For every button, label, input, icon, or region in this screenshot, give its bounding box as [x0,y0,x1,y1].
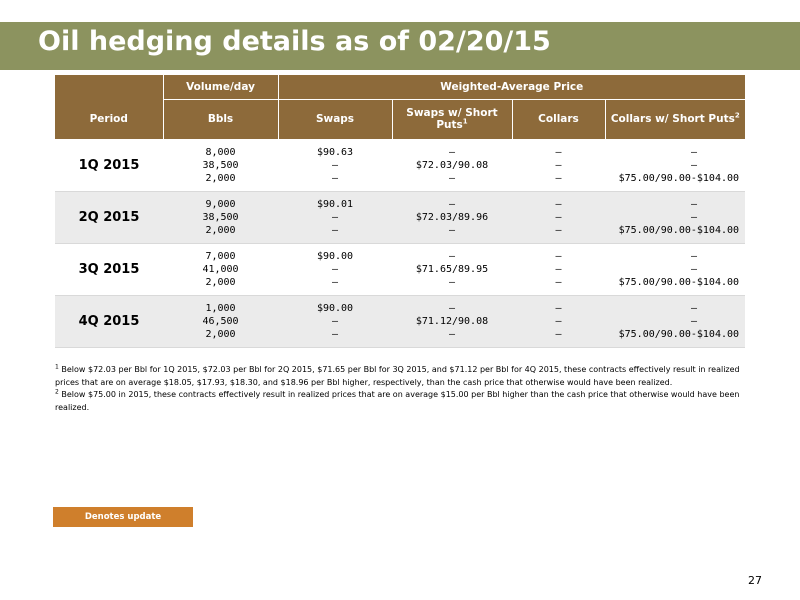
collars-cell [512,191,605,243]
cell-value: — [555,276,562,288]
footnote-1-text: Below $72.03 per Bbl for 1Q 2015, $72.03 per Bbl for 2Q 2015, $71.65 per Bbl for 3Q 2015, and $71.12 per Bbl for 4Q 2015, these contracts effectively result in realized prices that are on average $18.05, $17.93, $18.30, and $18.96 per Bbl higher, respectively, than the cash price that otherwise would have been realized. [55,365,740,387]
cell-value: $72.03/89.96 [415,211,489,223]
swaps-short-puts-cell [392,295,512,347]
cell-value: — [555,302,562,314]
cell-value: 9,000 [205,198,236,210]
cell-value: — [331,276,339,288]
collars-short-puts-cell [605,295,745,347]
cell-value: — [331,172,339,184]
column-header-swaps: Swaps [278,99,392,139]
cell-value: — [691,250,698,262]
cell-value: — [555,263,562,275]
cell-value: $72.03/90.08 [415,159,489,171]
cell-value: — [331,224,339,236]
cell-value: 8,000 [205,146,236,158]
cell-value: 38,500 [202,211,239,223]
swaps-cell [278,139,392,191]
cell-value: — [448,302,456,314]
cell-value: $75.00/90.00-$104.00 [618,276,740,288]
cell-value: — [448,172,456,184]
header-weighted-average-price: Weighted-Average Price [278,75,745,99]
bbls-cell [163,243,278,295]
column-header-collars-short-puts [605,99,745,139]
table-row [55,243,745,295]
column-header-collars-short-puts-label: Collars w/ Short Puts [610,113,735,125]
cell-value: — [448,250,456,262]
period-cell: 4Q 2015 [55,295,163,347]
cell-value: — [555,224,562,236]
cell-value: 7,000 [205,250,236,262]
cell-value: — [555,198,562,210]
cell-value: — [448,146,456,158]
cell-value: — [691,146,698,158]
swaps-cell [278,243,392,295]
footnote-marker-2: 2 [734,111,740,120]
table-row [55,139,745,191]
cell-value: — [448,224,456,236]
page-number: 27 [748,574,762,587]
cell-value: — [691,302,698,314]
cell-value: — [331,211,339,223]
cell-value: — [331,263,339,275]
bbls-cell [163,295,278,347]
column-header-period: Period [55,99,163,139]
cell-value: — [331,315,339,327]
cell-value: — [691,159,698,171]
header-blank [55,75,163,99]
cell-value: $90.01 [316,198,354,210]
cell-value: $75.00/90.00-$104.00 [618,224,740,236]
page-title: Oil hedging details as of 02/20/15 [38,26,551,57]
period-cell: 2Q 2015 [55,191,163,243]
cell-value: — [555,211,562,223]
cell-value: — [691,315,698,327]
column-header-swaps-short-puts-label: Swaps w/ Short Puts [406,107,498,131]
cell-value: $90.00 [316,302,354,314]
swaps-short-puts-cell [392,139,512,191]
cell-value: 2,000 [205,224,236,236]
bbls-cell [163,191,278,243]
cell-value: 41,000 [202,263,239,275]
cell-value: $71.65/89.95 [415,263,489,275]
cell-value: — [555,328,562,340]
cell-value: — [555,250,562,262]
denotes-update-legend: Denotes update [53,507,193,527]
cell-value: 46,500 [202,315,239,327]
cell-value: 2,000 [205,328,236,340]
collars-cell [512,243,605,295]
cell-value: — [555,315,562,327]
cell-value: — [448,198,456,210]
footnote-2 [55,389,745,414]
collars-short-puts-cell [605,139,745,191]
footnote-1-marker: 1 [55,363,59,371]
cell-value: — [331,328,339,340]
cell-value: — [331,159,339,171]
cell-value: — [691,198,698,210]
cell-value: 1,000 [205,302,236,314]
bbls-cell [163,139,278,191]
title-bar [0,22,800,70]
cell-value: — [691,211,698,223]
cell-value: $90.00 [316,250,354,262]
cell-value: — [555,146,562,158]
swaps-short-puts-cell [392,191,512,243]
swaps-short-puts-cell [392,243,512,295]
footnote-2-marker: 2 [55,388,59,396]
cell-value: 38,500 [202,159,239,171]
cell-value: — [448,328,456,340]
oil-hedging-table [55,75,745,348]
period-cell: 3Q 2015 [55,243,163,295]
swaps-cell [278,191,392,243]
footnote-marker-1: 1 [462,117,468,126]
collars-cell [512,139,605,191]
cell-value: — [691,263,698,275]
cell-value: 2,000 [205,276,236,288]
collars-cell [512,295,605,347]
table-row [55,191,745,243]
period-cell: 1Q 2015 [55,139,163,191]
table-row [55,295,745,347]
cell-value: 2,000 [205,172,236,184]
swaps-cell [278,295,392,347]
header-volume-per-day: Volume/day [163,75,278,99]
footnote-1 [55,364,745,389]
column-header-swaps-short-puts [392,99,512,139]
footnote-2-text: Below $75.00 in 2015, these contracts effectively result in realized prices that are on average $15.00 per Bbl higher than the cash price that otherwise would have been realized. [55,390,740,412]
cell-value: — [448,276,456,288]
column-header-bbls: Bbls [163,99,278,139]
collars-short-puts-cell [605,243,745,295]
cell-value: $75.00/90.00-$104.00 [618,328,740,340]
collars-short-puts-cell [605,191,745,243]
cell-value: $75.00/90.00-$104.00 [618,172,740,184]
cell-value: $90.63 [316,146,354,158]
cell-value: — [555,172,562,184]
cell-value: $71.12/90.08 [415,315,489,327]
column-header-collars: Collars [512,99,605,139]
cell-value: — [555,159,562,171]
footnotes [55,364,745,414]
